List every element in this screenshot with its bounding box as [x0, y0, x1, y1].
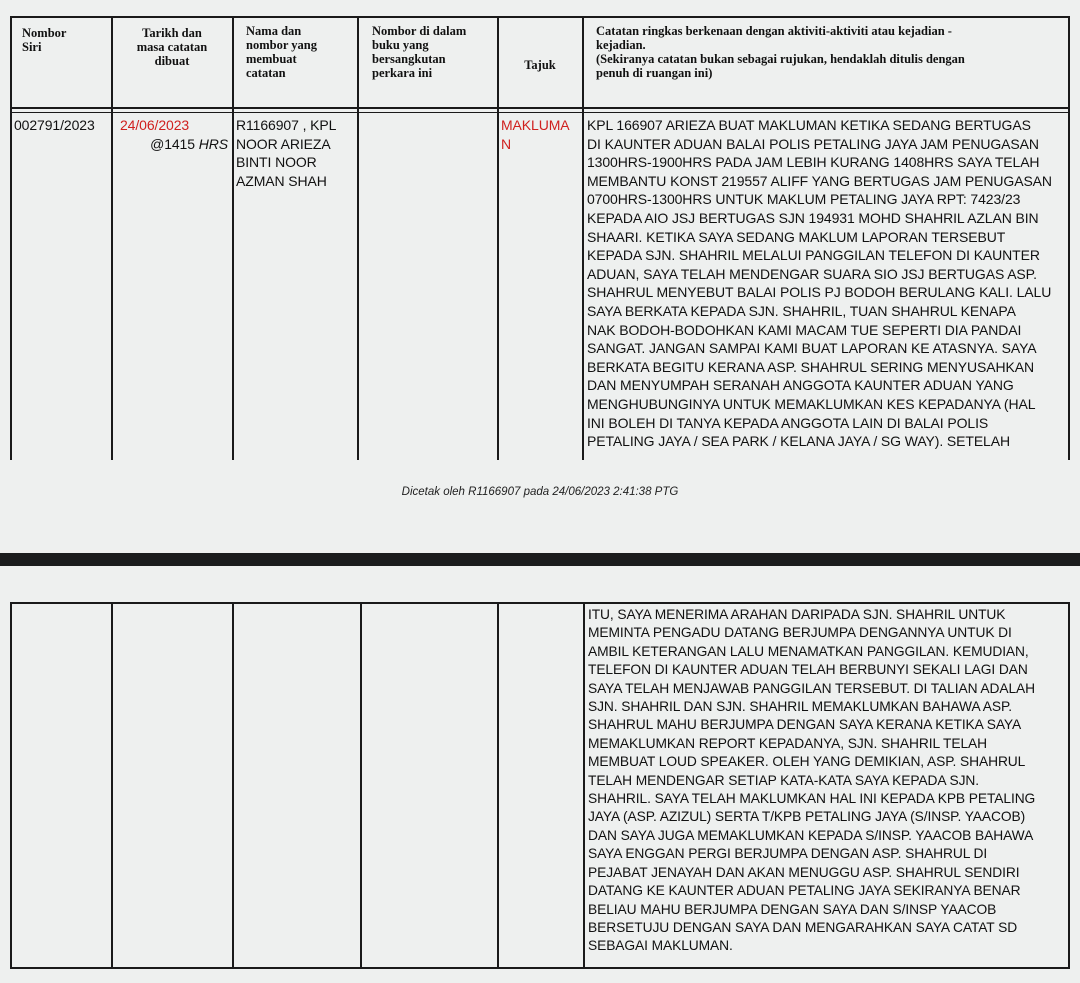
entry-nombor-siri: 002791/2023 [14, 117, 95, 133]
header-bottom-border-2 [10, 112, 1070, 113]
col-rule-2 [232, 16, 234, 460]
entry-tajuk-line2: N [501, 135, 512, 152]
header-nombor-siri: Nombor Siri [22, 26, 67, 54]
page2-top-border [10, 602, 1070, 604]
entry-tarikh: 24/06/2023 [120, 117, 190, 133]
header-catatan: Catatan ringkas berkenaan dengan aktiviti-aktiviti atau kejadian - kejadian. (Sekiranya catatan bukan sebagai rujukan, hendaklah ditulis dengan penuh di ruangan ini) [596, 24, 965, 80]
header-nombor-buku: Nombor di dalam buku yang bersangkutan perkara ini [372, 24, 467, 80]
col-rule-6 [1068, 16, 1070, 460]
entry-tajuk [501, 116, 581, 153]
col-rule-4 [497, 16, 499, 460]
col-rule-0 [10, 16, 12, 460]
entry-catatan-page1: KPL 166907 ARIEZA BUAT MAKLUMAN KETIKA SEDANG BERTUGAS DI KAUNTER ADUAN BALAI POLIS PETALING JAYA JAM PENUGASAN 1300HRS-1900HRS PADA JAM LEBIH KURANG 1408HRS SAYA TELAH MEMBANTU KONST 219557 ALIFF YANG BERTUGAS JAM PENUGASAN 0700HRS-1300HRS UNTUK MAKLUM PETALING JAYA RPT: 7423/23 KEPADA AIO JSJ BERTUGAS SJN 194931 MOHD SHAHRIL AZLAN BIN SHAARI. KETIKA SAYA SEDANG MAKLUM LAPORAN TERSEBUT KEPADA SJN. SHAHRIL MELALUI PANGGILAN TELEFON DI KAUNTER ADUAN, SAYA TELAH MENDENGAR SUARA SIO JSJ BERTUGAS ASP. SHAHRUL MENYEBUT BALAI POLIS PJ BODOH BERULANG KALI. LALU SAYA BERKATA KEPADA SJN. SHAHRIL, TUAN SHAHRUL KENAPA NAK BODOH-BODOHKAN KAMI MACAM TUE SEPERTI DIA PANDAI SANGAT. JANGAN SAMPAI KAMI BUAT LAPORAN KE ATASNYA. SAYA BERKATA BEGITU KERANA ASP. SHAHRUL SERING MENYUSAHKAN DAN MENYUMPAH SERANAH ANGGOTA KAUNTER ADUAN YANG MENGHUBUNGINYA UNTUK MEMAKLUMKAN KES KEPADANYA (HAL INI BOLEH DI TANYA KEPADA ANGGOTA LAIN DI BALAI POLIS PETALING JAYA / SEA PARK / KELANA JAYA / SG WAY). SETELAH [587, 117, 1052, 450]
p2-col-rule-5 [583, 602, 585, 969]
entry-tarikh-block [114, 116, 230, 153]
p2-col-rule-4 [497, 602, 499, 969]
header-tajuk: Tajuk [524, 58, 556, 72]
p2-col-rule-2 [232, 602, 234, 969]
document-page-2 [0, 566, 1080, 983]
col-rule-1 [111, 16, 113, 460]
header-nama: Nama dan nombor yang membuat catatan [246, 24, 317, 80]
p2-col-rule-3 [360, 602, 362, 969]
entry-masa-suffix: HRS [198, 135, 228, 152]
entry-masa-time: @1415 [150, 135, 195, 152]
page-separator [0, 553, 1080, 566]
entry-tajuk-line1: MAKLUMA [501, 117, 570, 133]
col-rule-3 [357, 16, 359, 460]
header-bottom-border [10, 107, 1070, 109]
entry-nama: R1166907 , KPL NOOR ARIEZA BINTI NOOR AZMAN SHAH [236, 117, 337, 189]
p2-col-rule-1 [111, 602, 113, 969]
table-top-border [10, 16, 1070, 18]
entry-catatan-page2: ITU, SAYA MENERIMA ARAHAN DARIPADA SJN. SHAHRIL UNTUK MEMINTA PENGADU DATANG BERJUMPA DENGANNYA UNTUK DI AMBIL KETERANGAN LALU MENAMATKAN PANGGILAN. KEMUDIAN, TELEFON DI KAUNTER ADUAN TELAH BERBUNYI SEKALI LAGI DAN SAYA TELAH MENJAWAB PANGGILAN TERSEBUT. DI TALIAN ADALAH SJN. SHAHRIL DAN SJN. SHAHRIL MEMAKLUMKAN BAHAWA ASP. SHAHRUL MAHU BERJUMPA DENGAN SAYA KERANA KETIKA SAYA MEMAKLUMKAN REPORT KEPADANYA, SJN. SHAHRIL TELAH MEMBUAT LOUD SPEAKER. OLEH YANG DEMIKIAN, ASP. SHAHRUL TELAH MENDENGAR SETIAP KATA-KATA SAYA KEPADA SJN. SHAHRIL. SAYA TELAH MAKLUMKAN HAL INI KEPADA KPB PETALING JAYA (ASP. AZIZUL) SERTA T/KPB PETALING JAYA (S/INSP. YAACOB) DAN SAYA JUGA MEMAKLUMKAN KEPADA S/INSP. YAACOB BAHAWA SAYA ENGGAN PERGI BERJUMPA DENGAN ASP. SHAHRUL DI PEJABAT JENAYAH DAN AKAN MENUGGU ASP. SHAHRUL SENDIRI DATANG KE KAUNTER ADUAN PETALING JAYA SEKIRANYA BENAR BELIAU MAHU BERJUMPA DENGAN SAYA DAN S/INSP YAACOB BERSETUJU DENGAN SAYA DAN MENGARAHKAN SAYA CATAT SD SEBAGAI MAKLUMAN. [588, 607, 1036, 954]
header-tarikh: Tarikh dan masa catatan dibuat [136, 26, 208, 68]
page2-bottom-border [10, 967, 1070, 969]
p2-col-rule-6 [1068, 602, 1070, 969]
print-footer: Dicetak oleh R1166907 pada 24/06/2023 2:41:38 PTG [401, 486, 679, 498]
entry-masa [114, 135, 230, 154]
col-rule-5 [582, 16, 584, 460]
p2-col-rule-0 [10, 602, 12, 969]
